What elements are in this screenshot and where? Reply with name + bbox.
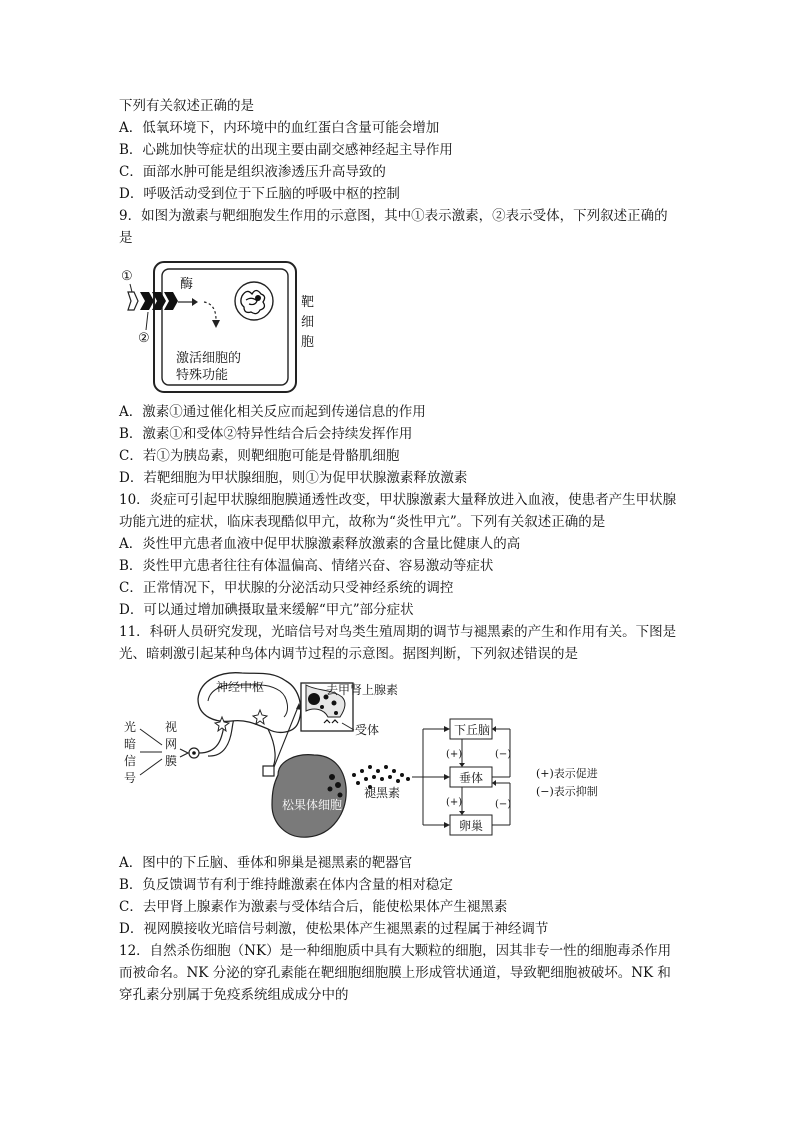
q9-option-a: A．激素①通过催化相关反应而起到传递信息的作用 <box>119 404 426 420</box>
plus-label-1: (+) <box>446 749 463 760</box>
hormone-shape <box>128 292 138 310</box>
light-signal-char-1: 光 <box>124 720 137 734</box>
light-signal-char-4: 号 <box>124 771 137 785</box>
nerve-center-label: 神经中枢 <box>216 680 265 694</box>
norepinephrine-label: 去甲肾上腺素 <box>326 683 399 697</box>
receptor-label: 受体 <box>355 723 380 737</box>
q9-label-2: ② <box>138 331 150 346</box>
q9-option-b: B．激素①和受体②特异性结合后会持续发挥作用 <box>119 426 413 442</box>
receptor-chevron-icon <box>140 292 154 310</box>
minus-label-1: (−) <box>495 749 512 760</box>
q9-target-char-3: 胞 <box>301 335 315 350</box>
legend-promote: (+)表示促进 <box>536 767 598 780</box>
q9-option-c: C．若①为胰岛素，则靶细胞可能是骨骼肌细胞 <box>119 448 400 464</box>
q11-option-b: B．负反馈调节有利于维持雌激素在体内含量的相对稳定 <box>119 877 453 893</box>
ovary-label: 卵巢 <box>459 819 484 833</box>
plus-label-2: (+) <box>446 797 463 808</box>
q11-option-d: D．视网膜接收光暗信号刺激，使松果体产生褪黑素的过程属于神经调节 <box>119 921 549 937</box>
retina-char-3: 膜 <box>165 754 178 768</box>
q9-hormone-diagram <box>118 258 328 398</box>
hypothalamus-label: 下丘脑 <box>454 723 491 737</box>
q11-option-a: A．图中的下丘脑、垂体和卵巢是褪黑素的靶器官 <box>119 855 413 871</box>
nucleus-icon <box>235 282 273 320</box>
q9-target-char-1: 靶 <box>301 295 315 310</box>
pituitary-label: 垂体 <box>459 771 484 785</box>
pineal-cell-shape <box>272 755 346 837</box>
q10-option-b: B．炎性甲亢患者往往有体温偏高、情绪兴奋、容易激动等症状 <box>119 558 494 574</box>
legend-inhibit: (−)表示抑制 <box>536 785 598 798</box>
retina-char-2: 网 <box>165 737 178 751</box>
q9-stem: 9．如图为激素与靶细胞发生作用的示意图，其中①表示激素，②表示受体，下列叙述正确的是 <box>119 208 668 246</box>
q10-option-d: D．可以通过增加碘摄取量来缓解“甲亢”部分症状 <box>119 602 414 618</box>
q10-stem: 10．炎症可引起甲状腺细胞膜通透性改变，甲状腺激素大量释放进入血液，使患者产生甲状腺功能亢进的症状，临床表现酷似甲亢，故称为“炎性甲亢”。下列有关叙述正确的是 <box>119 492 677 530</box>
q9-activate-line1: 激活细胞的 <box>176 351 242 366</box>
q11-option-c: C．去甲肾上腺素作为激素与受体结合后，能使松果体产生褪黑素 <box>119 899 508 915</box>
q9-label-1: ① <box>121 269 133 284</box>
retina-neuron-icon <box>180 748 199 758</box>
q8-option-d: D．呼吸活动受到位于下丘脑的呼吸中枢的控制 <box>119 186 400 202</box>
q12-stem: 12．自然杀伤细胞（NK）是一种细胞质中具有大颗粒的细胞，因其非专一性的细胞毒杀作用而被命名。NK 分泌的穿孔素能在靶细胞细胞膜上形成管状通道，导致靶细胞被破坏。NK 和穿孔素分别属于免疫系统组成成分中的 <box>119 943 672 1003</box>
q9-option-d: D．若靶细胞为甲状腺细胞，则①为促甲状腺激素释放激素 <box>119 470 468 486</box>
q9-activate-line2: 特殊功能 <box>176 368 229 383</box>
melatonin-label: 褪黑素 <box>364 786 401 800</box>
q10-option-c: C．正常情况下，甲状腺的分泌活动只受神经系统的调控 <box>119 580 454 596</box>
q9-enzyme-label: 酶 <box>180 277 194 292</box>
light-signal-char-2: 暗 <box>124 737 137 751</box>
q8-option-c: C．面部水肿可能是组织液渗透压升高导致的 <box>119 164 386 180</box>
q8-stem: 下列有关叙述正确的是 <box>119 98 254 114</box>
q11-stem: 11．科研人员研究发现，光暗信号对鸟类生殖周期的调节与褪黑素的产生和作用有关。下图是光、暗刺激引起某种鸟体内调节过程的示意图。据图判断，下列叙述错误的是 <box>119 624 677 662</box>
minus-label-2: (−) <box>495 799 512 810</box>
q9-target-char-2: 细 <box>301 315 315 330</box>
light-signal-char-3: 信 <box>124 754 137 768</box>
pineal-cell-label: 松果体细胞 <box>282 798 343 812</box>
q8-option-b: B．心跳加快等症状的出现主要由副交感神经起主导作用 <box>119 142 453 158</box>
retina-char-1: 视 <box>165 720 178 734</box>
q10-option-a: A．炎性甲亢患者血液中促甲状腺激素释放激素的含量比健康人的高 <box>119 536 521 552</box>
q11-regulation-diagram <box>118 667 618 849</box>
q8-option-a: A．低氧环境下，内环境中的血红蛋白含量可能会增加 <box>119 120 440 136</box>
